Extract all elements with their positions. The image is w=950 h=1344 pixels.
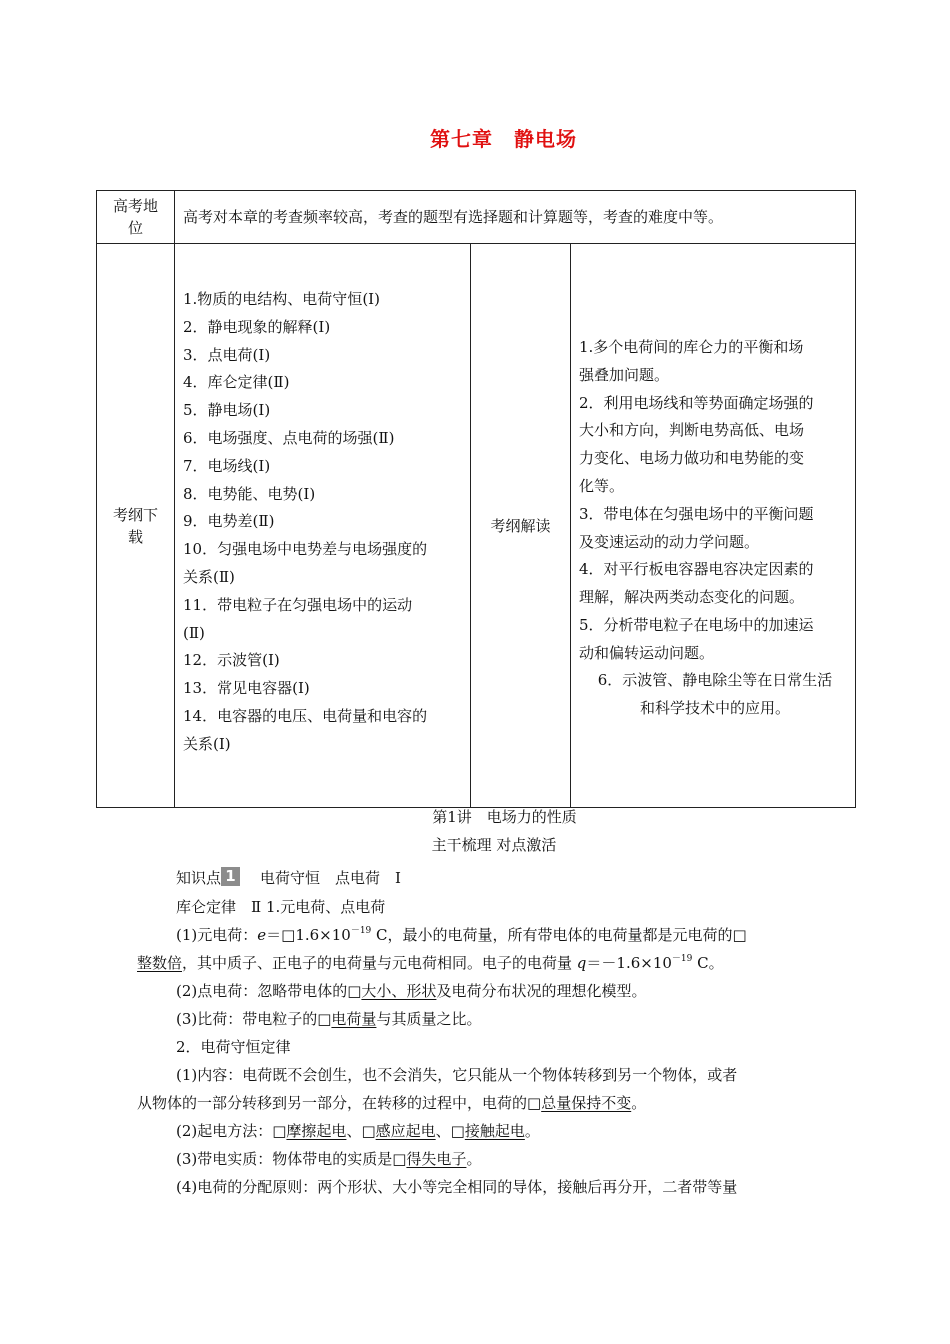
text: (3)带电实质：物体带电的实质是□ (176, 1150, 407, 1168)
syllabus-item: 12．示波管(Ⅰ) (183, 651, 280, 670)
syllabus-item: (Ⅱ) (183, 623, 205, 642)
interpretation-item: 6．示波管、静电除尘等在日常生活 (597, 671, 833, 690)
fill-in-answer: 得失电子 (406, 1150, 467, 1168)
text: 、□ (435, 1122, 465, 1140)
interpretation-item: 1.多个电荷间的库仑力的平衡和场 (579, 337, 804, 356)
fill-in-answer: 大小、形状 (361, 982, 437, 1000)
interpretation-item: 动和偏转运动问题。 (579, 643, 715, 662)
fill-in-answer: 整数倍 (137, 954, 183, 972)
exam-status-label: 高考地位 (97, 191, 175, 244)
syllabus-item: 7．电场线(Ⅰ) (183, 456, 271, 475)
syllabus-label: 考纲下载 (97, 244, 175, 808)
interpretation-item: 2．利用电场线和等势面确定场强的 (579, 393, 814, 412)
syllabus-item: 13．常见电容器(Ⅰ) (183, 679, 310, 698)
text: ，其中质子、正电子的电荷量与元电荷相同。电子的电荷量 (182, 954, 577, 972)
text: C，最小的电荷量，所有带电体的电荷量都是元电荷的□ (371, 926, 747, 944)
text: (3)比荷：带电粒子的□ (176, 1010, 332, 1028)
syllabus-item: 4．库仑定律(Ⅱ) (183, 373, 290, 392)
knowledge-line-2: 库仑定律 Ⅱ 1.元电荷、点电荷 (176, 898, 386, 916)
text: (2)起电方法：□ (176, 1122, 287, 1140)
syllabus-item: 14．电容器的电压、电荷量和电容的 (183, 706, 428, 725)
fill-in-answer: 电荷量 (331, 1010, 377, 1028)
interpretation-item: 4．对平行板电容器电容决定因素的 (579, 560, 814, 579)
paragraph-elementary-charge-cont (137, 952, 724, 974)
exponent: －19 (671, 954, 693, 964)
knowledge-topics: 电荷守恒 点电荷 Ⅰ (260, 869, 401, 887)
interpretation-item: 化等。 (579, 476, 625, 495)
fill-in-answer: 总量保持不变 (541, 1094, 632, 1112)
fill-in-answer: 接触起电 (464, 1122, 525, 1140)
exam-status-text: 高考对本章的考查频率较高，考查的题型有选择题和计算题等，考查的难度中等。 (175, 191, 856, 244)
text: 。 (631, 1094, 647, 1112)
interpretation-item: 3．带电体在匀强电场中的平衡问题 (579, 504, 814, 523)
text: ＝－1.6×10 (586, 954, 672, 972)
chapter-title: 第七章 静电场 (430, 127, 577, 151)
exponent: －19 (350, 926, 372, 936)
fill-in-answer: 感应起电 (375, 1122, 436, 1140)
interpretation-item: 大小和方向，判断电势高低、电场 (579, 421, 805, 440)
knowledge-point-heading (176, 867, 401, 889)
syllabus-item: 6．电场强度、点电荷的场强(Ⅱ) (183, 428, 395, 447)
syllabus-item: 11．带电粒子在匀强电场中的运动 (183, 595, 413, 614)
text: 与其质量之比。 (376, 1010, 482, 1028)
interpretation-item: 理解，解决两类动态变化的问题。 (579, 588, 805, 607)
syllabus-item: 9．电势差(Ⅱ) (183, 512, 275, 531)
syllabus-item: 3．点电荷(Ⅰ) (183, 345, 271, 364)
lecture-title: 第1讲 电场力的性质 (432, 808, 577, 826)
paragraph-conservation-content: (1)内容：电荷既不会创生，也不会消失，它只能从一个物体转移到另一个物体，或者 (176, 1066, 738, 1084)
text: 从物体的一部分转移到另一部分，在转移的过程中，电荷的□ (137, 1094, 542, 1112)
symbol-e: e (257, 926, 267, 944)
knowledge-label: 知识点 (176, 869, 222, 887)
fill-in-answer: 摩擦起电 (286, 1122, 347, 1140)
interpretation-item: 力变化、电场力做功和电势能的变 (579, 449, 805, 468)
interpretation-item: 强叠加问题。 (579, 365, 670, 384)
text: C。 (692, 954, 724, 972)
interpretation-item: 及变速运动的动力学问题。 (579, 532, 760, 551)
interpretation-item: 和科学技术中的应用。 (640, 699, 791, 718)
lecture-subtitle: 主干梳理 对点激活 (431, 836, 557, 854)
paragraph-charging-methods (176, 1120, 540, 1142)
paragraph-charge-distribution: (4)电荷的分配原则：两个形状、大小等完全相同的导体，接触后再分开，二者带等量 (176, 1178, 738, 1196)
section-heading-conservation: 2．电荷守恒定律 (176, 1038, 291, 1056)
paragraph-charging-essence (176, 1148, 481, 1170)
syllabus-item: 10．匀强电场中电势差与电场强度的 (183, 540, 428, 559)
text: 及电荷分布状况的理想化模型。 (436, 982, 647, 1000)
paragraph-point-charge (176, 980, 646, 1002)
text: 。 (524, 1122, 540, 1140)
text: ＝□1.6×10 (266, 926, 351, 944)
syllabus-item: 5．静电场(Ⅰ) (183, 401, 271, 420)
text: 。 (466, 1150, 482, 1168)
syllabus-item: 2．静电现象的解释(Ⅰ) (183, 317, 331, 336)
text: (2)点电荷：忽略带电体的□ (176, 982, 362, 1000)
knowledge-number-badge: 1 (221, 867, 240, 886)
paragraph-conservation-content-cont (137, 1092, 646, 1114)
syllabus-item: 8．电势能、电势(Ⅰ) (183, 484, 316, 503)
text: (1)元电荷： (176, 926, 258, 944)
text: 、□ (346, 1122, 376, 1140)
paragraph-specific-charge (176, 1008, 481, 1030)
syllabus-item: 关系(Ⅱ) (183, 567, 235, 586)
symbol-q: q (576, 954, 587, 972)
interpretation-label: 考纲解读 (471, 244, 571, 808)
paragraph-elementary-charge (176, 924, 747, 946)
interpretation-list (571, 244, 856, 808)
syllabus-list (175, 244, 471, 808)
overview-table (96, 190, 856, 808)
syllabus-item: 关系(Ⅰ) (183, 734, 231, 753)
syllabus-item: 1.物质的电结构、电荷守恒(Ⅰ) (183, 290, 380, 308)
interpretation-item: 5．分析带电粒子在电场中的加速运 (579, 615, 814, 634)
